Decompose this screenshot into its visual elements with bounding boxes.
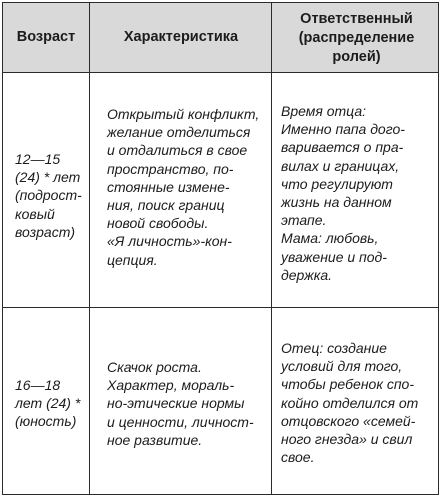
row2-age-cell: 16—18 лет (24) * (юность) — [15, 377, 81, 430]
age-characteristics-table — [2, 2, 439, 495]
column-divider — [89, 3, 90, 494]
header-characteristic: Характеристика — [123, 29, 239, 45]
row2-characteristic-cell: Скачок роста. Характер, мораль- но-этические нормы и ценности, личност- ное развитие. — [107, 359, 254, 448]
row2-responsible-cell: Отец: создание условий для того, чтобы ребенок спо- койно отделился от отцовского «семей- ного гнезда» и свил свое. — [281, 340, 419, 466]
header-age: Возраст — [16, 29, 76, 45]
row1-characteristic-cell: Открытый конфликт, желание отделиться и отдалиться в свое пространство, по- стоянные измене- ния, поиск границ новой свободы. «Я личность»-кон- цепция. — [107, 106, 260, 268]
header-responsible: Ответственный (распределение ролей) — [298, 11, 415, 65]
row1-age-cell: 12—15 (24) * лет (подрост- ковый возраст) — [15, 151, 82, 240]
row-divider — [3, 307, 438, 308]
column-divider — [271, 3, 272, 494]
row1-responsible-cell: Время отца: Именно папа дого- варивается о пра- вилах и границах, что регулируют жизнь на данном этапе. Мама: любовь, уважение и под- держка. — [281, 103, 405, 283]
